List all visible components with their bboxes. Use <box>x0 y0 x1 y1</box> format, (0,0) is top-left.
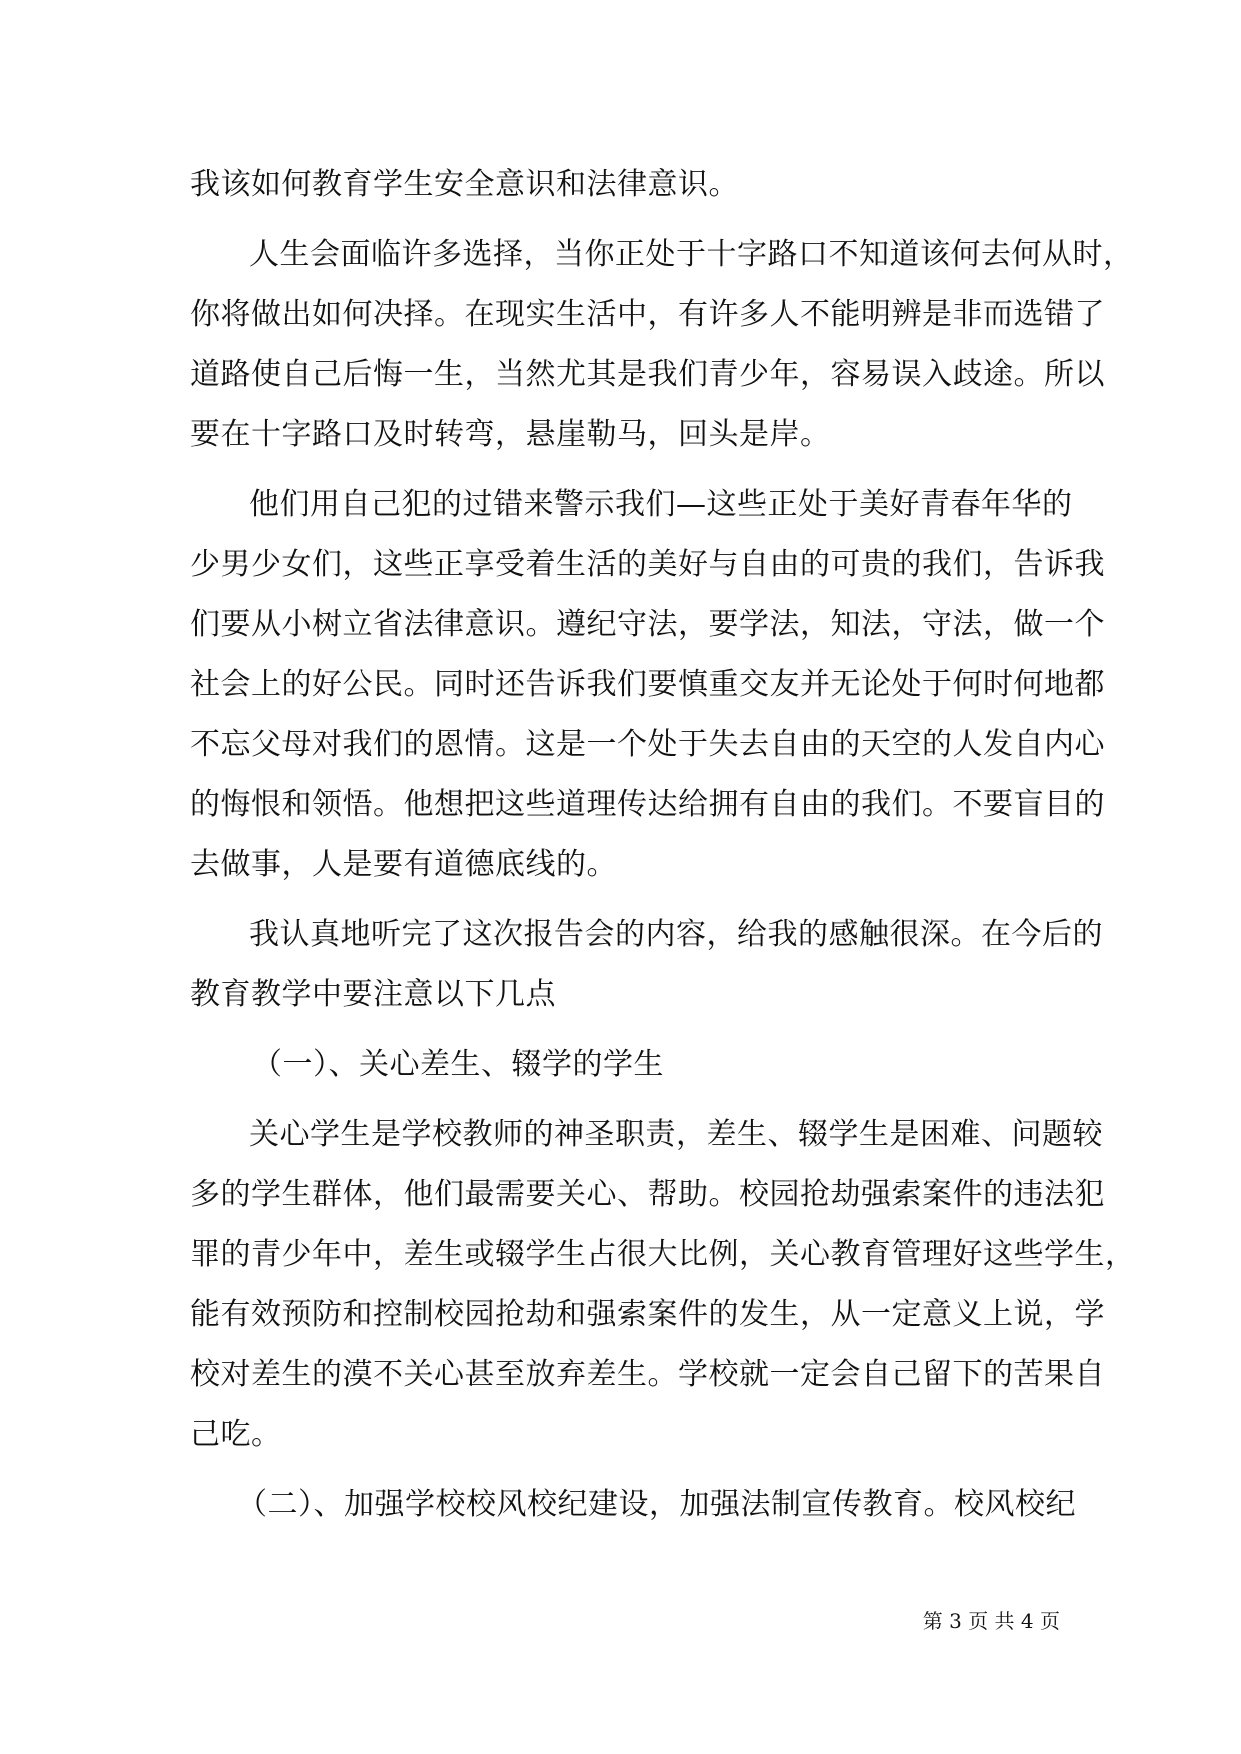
section-heading: （二）、加强学校校风校纪建设，加强法制宣传教育。校风校纪 <box>237 1487 1076 1522</box>
text-line: 多的学生群体，他们最需要关心、帮助。校园抢劫强索案件的违法犯 <box>190 1177 1105 1212</box>
text-line: 你将做出如何决择。在现实生活中，有许多人不能明辨是非而选错了 <box>190 297 1105 332</box>
text-line: 校对差生的漠不关心甚至放弃差生。学校就一定会自己留下的苦果自 <box>190 1357 1105 1392</box>
text-line: 道路使自己后悔一生，当然尤其是我们青少年，容易误入歧途。所以 <box>190 357 1105 392</box>
text-line: 他们用自己犯的过错来警示我们—这些正处于美好青春年华的 <box>249 487 1073 522</box>
page-number-footer: 第 3 页 共 4 页 <box>922 1609 1060 1633</box>
text-line: 人生会面临许多选择，当你正处于十字路口不知道该何去何从时， <box>249 237 1134 272</box>
text-line: 罪的青少年中，差生或辍学生占很大比例，关心教育管理好这些学生， <box>190 1237 1136 1272</box>
text-line: 去做事，人是要有道德底线的。 <box>190 847 617 882</box>
text-line: 关心学生是学校教师的神圣职责，差生、辍学生是困难、问题较 <box>249 1117 1103 1152</box>
text-line: 要在十字路口及时转弯，悬崖勒马，回头是岸。 <box>190 417 831 452</box>
text-line: 能有效预防和控制校园抢劫和强索案件的发生，从一定意义上说，学 <box>190 1297 1105 1332</box>
text-line: 己吃。 <box>190 1417 282 1452</box>
text-line: 我该如何教育学生安全意识和法律意识。 <box>190 167 739 202</box>
section-heading: （一）、关心差生、辍学的学生 <box>252 1047 664 1082</box>
text-line: 不忘父母对我们的恩情。这是一个处于失去自由的天空的人发自内心 <box>190 727 1105 762</box>
text-line: 教育教学中要注意以下几点 <box>190 977 556 1012</box>
text-line: 们要从小树立省法律意识。遵纪守法，要学法，知法，守法，做一个 <box>190 607 1105 642</box>
text-line: 社会上的好公民。同时还告诉我们要慎重交友并无论处于何时何地都 <box>190 667 1105 702</box>
text-line: 的悔恨和领悟。他想把这些道理传达给拥有自由的我们。不要盲目的 <box>190 787 1105 822</box>
text-line: 少男少女们，这些正享受着生活的美好与自由的可贵的我们，告诉我 <box>190 547 1105 582</box>
text-line: 我认真地听完了这次报告会的内容，给我的感触很深。在今后的 <box>249 917 1103 952</box>
